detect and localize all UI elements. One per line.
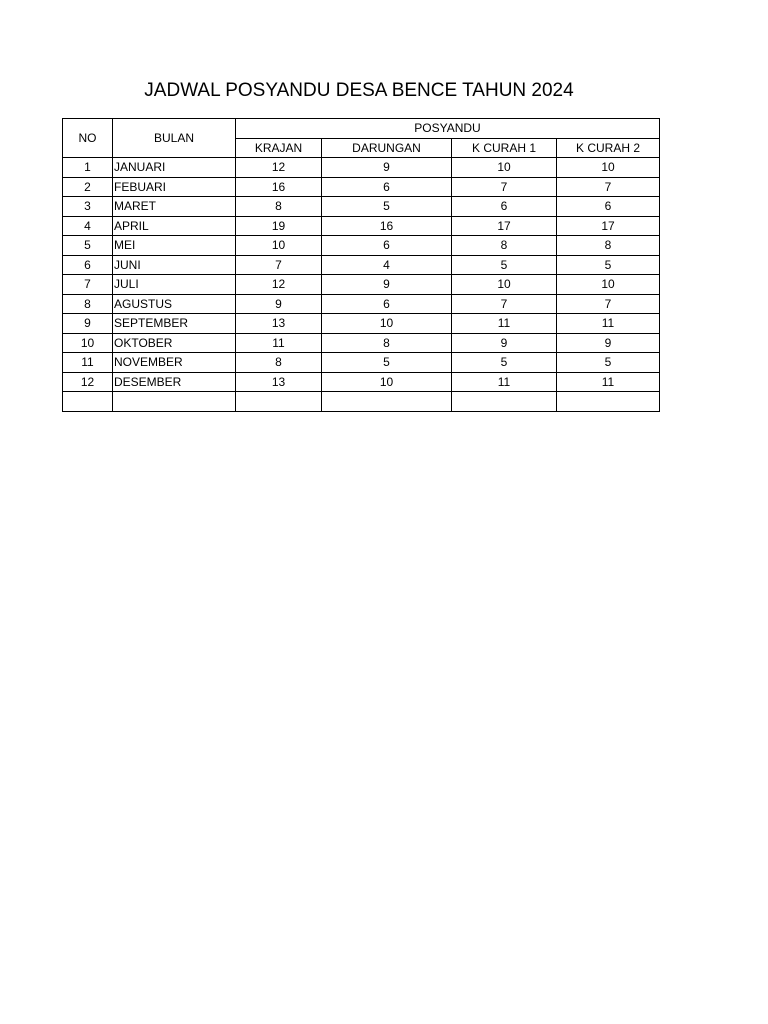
cell-bulan: OKTOBER [113,333,236,353]
header-location: K CURAH 2 [557,138,660,158]
cell-no: 8 [63,294,113,314]
cell-value: 13 [236,372,322,392]
cell-value: 7 [452,294,557,314]
cell-value: 9 [557,333,660,353]
cell-bulan: DESEMBER [113,372,236,392]
cell-value: 7 [452,177,557,197]
cell-value: 16 [322,216,452,236]
cell-value: 8 [236,353,322,373]
cell-value: 10 [557,275,660,295]
header-location: KRAJAN [236,138,322,158]
cell-value: 9 [322,275,452,295]
table-row [63,372,660,392]
cell-no: 11 [63,353,113,373]
cell-value: 11 [557,314,660,334]
cell-bulan: APRIL [113,216,236,236]
cell-no: 9 [63,314,113,334]
cell-bulan: FEBUARI [113,177,236,197]
header-bulan: BULAN [113,119,236,158]
cell-no: 7 [63,275,113,295]
cell-no: 1 [63,158,113,178]
cell-value: 8 [452,236,557,256]
cell-bulan: MARET [113,197,236,217]
cell-no: 6 [63,255,113,275]
cell-value: 4 [322,255,452,275]
header-location: DARUNGAN [322,138,452,158]
page-title: JADWAL POSYANDU DESA BENCE TAHUN 2024 [144,80,574,101]
cell-no: 3 [63,197,113,217]
cell-value: 16 [236,177,322,197]
cell-value: 12 [236,275,322,295]
cell-value: 12 [236,158,322,178]
table-row [63,197,660,217]
cell-value: 10 [557,158,660,178]
cell-value: 19 [236,216,322,236]
cell-value: 11 [452,314,557,334]
cell-no: 4 [63,216,113,236]
cell-value: 5 [322,197,452,217]
empty-cell [236,392,322,412]
table-row [63,275,660,295]
empty-cell [63,392,113,412]
cell-value: 7 [236,255,322,275]
cell-no: 12 [63,372,113,392]
empty-cell [322,392,452,412]
empty-cell [557,392,660,412]
cell-value: 7 [557,294,660,314]
cell-value: 5 [322,353,452,373]
header-location: K CURAH 1 [452,138,557,158]
cell-value: 10 [322,314,452,334]
cell-value: 11 [236,333,322,353]
table-row [63,255,660,275]
table-row [63,177,660,197]
empty-row [63,392,660,412]
cell-value: 10 [452,275,557,295]
cell-value: 9 [452,333,557,353]
cell-bulan: JULI [113,275,236,295]
cell-bulan: NOVEMBER [113,353,236,373]
header-posyandu: POSYANDU [236,119,660,139]
cell-value: 10 [322,372,452,392]
table-row [63,158,660,178]
cell-value: 8 [557,236,660,256]
table-row [63,294,660,314]
cell-value: 17 [557,216,660,236]
cell-value: 9 [322,158,452,178]
cell-value: 5 [452,353,557,373]
empty-cell [452,392,557,412]
cell-no: 2 [63,177,113,197]
table-row [63,216,660,236]
cell-value: 6 [322,294,452,314]
cell-value: 6 [322,177,452,197]
table-row [63,236,660,256]
cell-value: 5 [452,255,557,275]
cell-value: 17 [452,216,557,236]
cell-value: 6 [322,236,452,256]
table-row [63,314,660,334]
cell-bulan: JUNI [113,255,236,275]
cell-no: 10 [63,333,113,353]
cell-no: 5 [63,236,113,256]
cell-bulan: MEI [113,236,236,256]
header-no: NO [63,119,113,158]
cell-value: 10 [236,236,322,256]
cell-value: 7 [557,177,660,197]
cell-value: 6 [557,197,660,217]
cell-value: 8 [236,197,322,217]
cell-value: 11 [557,372,660,392]
cell-value: 9 [236,294,322,314]
schedule-table [62,118,660,412]
cell-value: 10 [452,158,557,178]
header-row [63,119,660,139]
cell-value: 13 [236,314,322,334]
cell-value: 8 [322,333,452,353]
cell-bulan: JANUARI [113,158,236,178]
cell-value: 11 [452,372,557,392]
cell-value: 6 [452,197,557,217]
cell-bulan: SEPTEMBER [113,314,236,334]
table-row [63,333,660,353]
cell-value: 5 [557,353,660,373]
cell-value: 5 [557,255,660,275]
empty-cell [113,392,236,412]
cell-bulan: AGUSTUS [113,294,236,314]
table-row [63,353,660,373]
